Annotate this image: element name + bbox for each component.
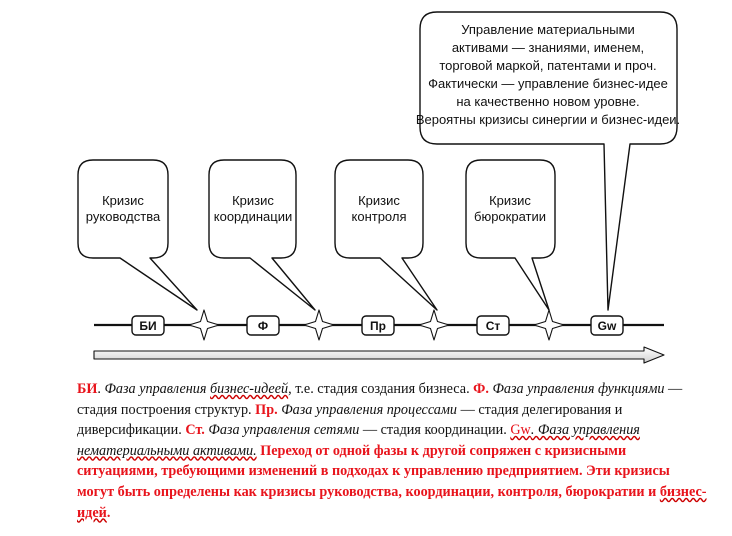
phase-label-bi: БИ [139, 319, 157, 333]
caption-abbr-pr: Пр. [255, 401, 278, 418]
bubble-gw-line4: Фактически — управление бизнес-идее [428, 76, 668, 91]
caption-pr-phase: Фаза управления процессами [277, 401, 458, 418]
caption-bi-dot: . [97, 381, 105, 397]
caption-st-desc: — стадия координации. [359, 422, 511, 439]
caption-abbr-bi: БИ [77, 381, 98, 397]
phase-box-gw [591, 316, 623, 335]
caption-abbr-f: Ф. [473, 381, 489, 397]
bubble-coordination-crisis [209, 160, 315, 310]
bubble-control-line2: контроля [351, 209, 407, 224]
phase-box-f [247, 316, 279, 335]
caption-f-phase: Фаза управления [488, 381, 598, 397]
bubble-coordination-line1: Кризис [232, 193, 274, 208]
bubble-coordination-line2: координации [213, 209, 293, 224]
phase-label-f: Ф [257, 319, 269, 333]
phase-box-st [477, 316, 509, 335]
bubble-leadership-line2: руководства [85, 209, 161, 224]
crisis-star-bureaucracy [534, 310, 564, 340]
crisis-star-control [419, 310, 449, 340]
caption-bi-term: бизнес-идеей [210, 381, 289, 397]
crisis-star-coordination [304, 310, 334, 340]
phase-label-st: Ст [485, 319, 501, 333]
bubble-control-line1: Кризис [358, 193, 400, 208]
caption-bi-phase: Фаза управления [104, 381, 211, 397]
caption-transition-text: Переход от одной фазы к другой сопряжен с кризисными ситуациями, требующими изменений в подходах к управлению предприятием. Эти кризисы могут быть определены как кризисы руководства, координации, контроля, бюрократии и [77, 442, 670, 500]
bubble-bureaucracy-line1: Кризис [489, 193, 531, 208]
caption-st-phase: Фаза управления сетями [204, 422, 360, 439]
caption-pr-desc: — стадия делегирования и диверсификации. [77, 401, 623, 439]
caption-gw-phase: . Фаза управления нематериальными активами. [77, 422, 640, 459]
caption-abbr-gw: Gw [510, 422, 531, 439]
time-arrow [94, 347, 664, 363]
bubble-control-crisis [335, 160, 437, 310]
caption-text [77, 379, 709, 523]
phase-box-bi [132, 316, 164, 335]
caption-f-desc: — стадия построения структур. [77, 381, 683, 418]
bubble-bureaucracy-line2: бюрократии [474, 209, 546, 224]
phase-label-gw: Gw [597, 319, 617, 333]
bubble-gw-line2: активами — знаниями, именем, [451, 40, 645, 55]
phase-box-pr [362, 316, 394, 335]
bubble-gw-line1: Управление материальными [461, 22, 635, 37]
bubble-leadership-line1: Кризис [102, 193, 144, 208]
caption-transition-term: бизнес-идей [77, 483, 707, 521]
bubble-gw-line5: на качественно новом уровне. [456, 94, 640, 109]
crisis-star-leadership [189, 310, 219, 340]
caption-abbr-st: Ст. [185, 422, 205, 439]
caption-bi-desc: , т.е. стадия создания бизнеса. [288, 381, 474, 397]
caption-transition-end: . [106, 504, 111, 521]
phase-label-pr: Пр [370, 319, 386, 333]
bubble-gw-line6: Вероятны кризисы синергии и бизнес-идеи. [415, 112, 681, 127]
bubble-gw-line3: торговой маркой, патентами и проч. [439, 58, 657, 73]
caption-f-term: функциями [597, 381, 665, 397]
bubble-bureaucracy-crisis [466, 160, 555, 310]
bubble-leadership-crisis [78, 160, 197, 310]
